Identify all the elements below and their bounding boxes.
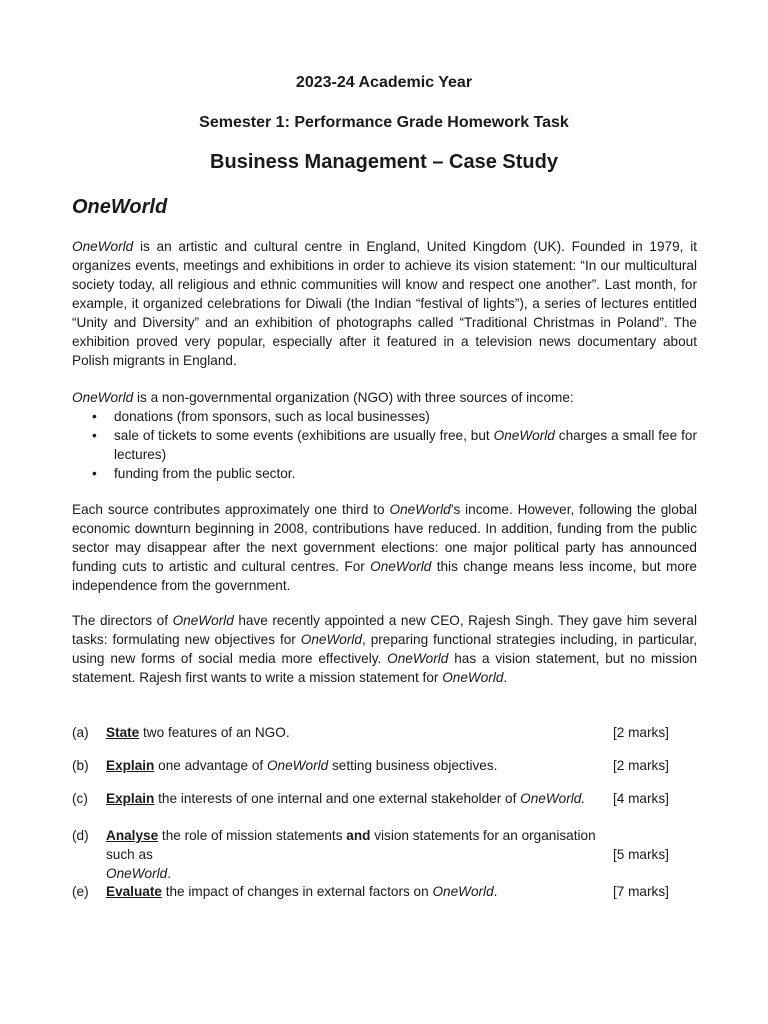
org-name: OneWorld	[387, 651, 449, 666]
question-text	[106, 789, 616, 808]
list-item-text: donations (from sponsors, such as local businesses)	[114, 409, 430, 424]
question-label: (a)	[72, 725, 89, 740]
paragraph-text: , preparing functional strategies including, in particular, using new forms of social media more effectively.	[72, 632, 697, 666]
marks-value: [2 marks]	[613, 758, 669, 773]
command-term: Analyse	[106, 828, 159, 843]
question-label: (e)	[72, 884, 89, 899]
income-sources-list	[72, 407, 697, 483]
semester-heading: Semester 1: Performance Grade Homework Task	[199, 114, 569, 131]
paragraph-text: have recently appointed a new CEO, Rajesh Singh. They gave him several tasks: formulating new objectives for	[72, 613, 697, 647]
question-text	[106, 882, 616, 901]
org-name: OneWorld	[442, 670, 504, 685]
question-body: the interests of one internal and one external stakeholder of	[154, 791, 521, 806]
bullet-icon: •	[92, 466, 97, 481]
org-name: OneWorld	[72, 239, 134, 254]
org-name: OneWorld	[300, 632, 362, 647]
org-name: OneWorld	[172, 613, 234, 628]
question-text	[106, 756, 616, 775]
case-study-title: OneWorld	[72, 196, 168, 218]
ceo-paragraph	[72, 611, 697, 687]
question-body: vision statements for an organisation such as	[106, 828, 596, 862]
paragraph-text: is a non-governmental organization (NGO) with three sources of income:	[133, 390, 574, 405]
command-term: Explain	[106, 758, 155, 773]
subject-heading: Business Management – Case Study	[210, 151, 558, 173]
question-body: setting business objectives.	[328, 758, 498, 773]
paragraph-text: Each source contributes approximately one third to	[72, 502, 390, 517]
question-body: .	[167, 866, 171, 881]
bullet-icon: •	[92, 428, 97, 443]
command-term: Evaluate	[106, 884, 162, 899]
question-text	[106, 723, 616, 742]
funding-paragraph	[72, 500, 697, 595]
org-name: OneWorld.	[520, 791, 586, 806]
intro-paragraph	[72, 237, 697, 370]
list-item	[82, 426, 697, 464]
income-paragraph	[72, 388, 697, 483]
paragraph-text: ’s income. However, following the global economic downturn beginning in 2008, contributions have reduced. In addition, funding from the public sector may disappear after the next government elections: one major political party has announced funding cuts to artistic and cultural centres. For	[72, 502, 697, 574]
org-name: OneWorld	[493, 428, 555, 443]
paragraph-text: is an artistic and cultural centre in England, United Kingdom (UK). Founded in 1979, it organizes events, meetings and exhibitions in order to achieve its vision statement: “In our multicultural society today, all religious and ethnic communities will know and respect one another”. Last month, for example, it organized celebrations for Diwali (the Indian “festival of lights”), a series of lectures entitled “Unity and Diversity” and an exhibition of photographs called “Traditional Christmas in Poland”. The exhibition proved very popular, especially after it featured in a television news documentary about Polish migrants in England.	[72, 239, 697, 368]
question-label: (d)	[72, 828, 89, 843]
command-term: State	[106, 725, 140, 740]
marks-value: [2 marks]	[613, 725, 669, 740]
academic-year-heading: 2023-24 Academic Year	[295, 74, 473, 91]
command-term: Explain	[106, 791, 155, 806]
income-intro	[72, 388, 697, 407]
list-item	[82, 407, 697, 426]
paragraph-text: this change means less income, but more independence from the government.	[72, 559, 697, 593]
question-label: (b)	[72, 758, 89, 773]
list-item-text: charges a small fee for lectures)	[114, 428, 697, 462]
marks-value: [7 marks]	[613, 884, 669, 899]
org-name: OneWorld	[432, 884, 494, 899]
marks-value: [5 marks]	[613, 847, 669, 862]
question-body: two features of an NGO.	[139, 725, 290, 740]
paragraph-text: has a vision statement, but no mission statement. Rajesh first wants to write a mission statement for	[72, 651, 698, 685]
question-body: .	[493, 884, 498, 899]
question-body: the role of mission statements	[158, 828, 347, 843]
org-name: OneWorld	[106, 866, 168, 881]
emphasis-and: and	[346, 828, 371, 843]
paragraph-text: The directors of	[72, 613, 173, 628]
org-name: OneWorld	[389, 502, 451, 517]
question-label: (c)	[72, 791, 88, 806]
marks-value: [4 marks]	[613, 791, 669, 806]
list-item-text: sale of tickets to some events (exhibitions are usually free, but	[114, 428, 494, 443]
list-item-text: funding from the public sector.	[114, 466, 296, 481]
question-body: the impact of changes in external factors on	[161, 884, 433, 899]
bullet-icon: •	[92, 409, 97, 424]
list-item	[82, 464, 697, 483]
paragraph-text: .	[503, 670, 508, 685]
org-name: OneWorld	[370, 559, 432, 574]
question-text	[106, 826, 616, 883]
question-body: one advantage of	[154, 758, 267, 773]
org-name: OneWorld	[72, 390, 134, 405]
org-name: OneWorld	[266, 758, 329, 773]
